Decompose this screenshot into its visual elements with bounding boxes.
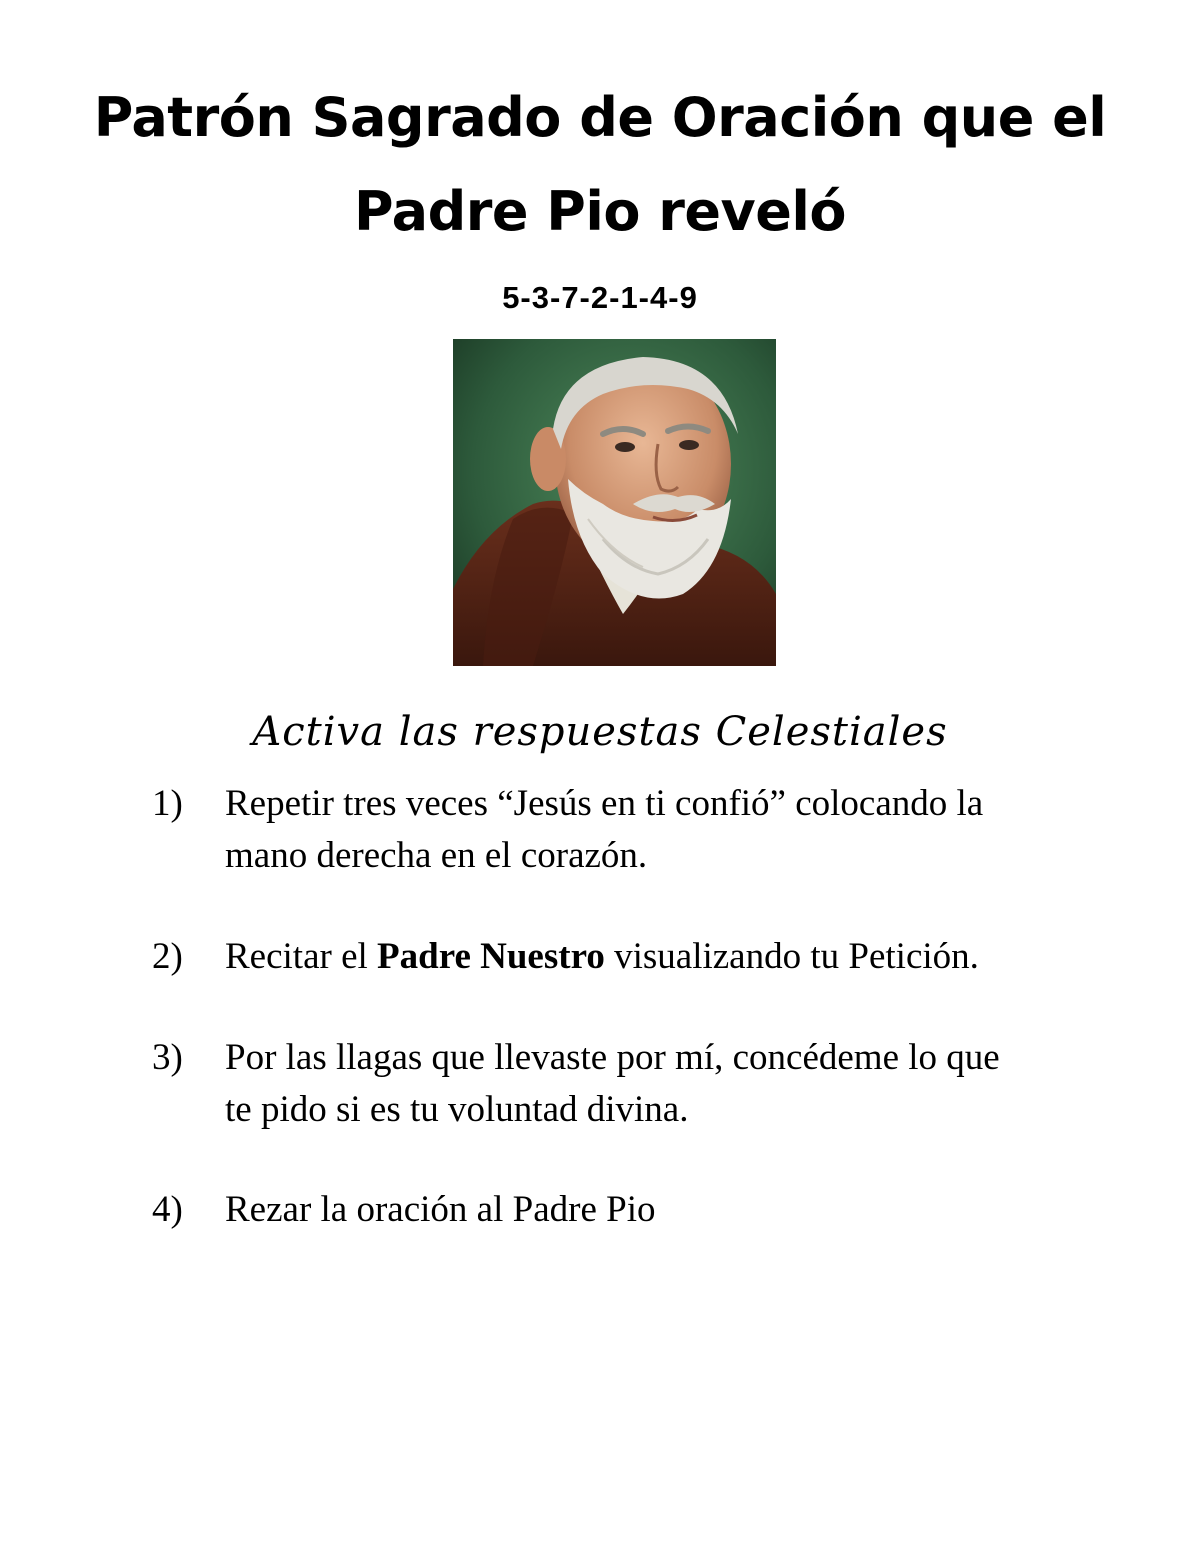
list-item-line: mano derecha en el corazón. [225, 835, 648, 876]
list-item-text-after: visualizando tu Petición. [604, 936, 979, 977]
page-title-line-1: Patrón Sagrado de Oración que el [93, 86, 1107, 149]
list-item-text [225, 931, 1105, 983]
list-item-line: Por las llagas que llevaste por mí, concédeme lo que [225, 1037, 1000, 1078]
list-item-bold-text: Padre Nuestro [377, 936, 605, 977]
list-item-number: 3) [152, 1037, 183, 1078]
list-item-number: 4) [152, 1189, 183, 1230]
list-item-text [225, 778, 1105, 882]
list-item-number: 1) [152, 783, 183, 824]
portrait-image [453, 339, 776, 666]
page-title-line-2: Padre Pio reveló [354, 180, 846, 243]
number-sequence: 5-3-7-2-1-4-9 [502, 280, 698, 315]
list-item-text [225, 1032, 1105, 1136]
list-item-text-before: Recitar el [225, 936, 378, 977]
list-item-line: te pido si es tu voluntad divina. [225, 1089, 689, 1130]
subtitle: Activa las respuestas Celestiales [252, 709, 948, 755]
list-item-text [225, 1184, 1105, 1236]
list-item-line: Rezar la oración al Padre Pio [225, 1189, 656, 1230]
portrait-icon [453, 339, 776, 666]
list-item-number: 2) [152, 936, 183, 977]
list-item-line: Repetir tres veces “Jesús en ti confió” colocando la [225, 783, 984, 824]
